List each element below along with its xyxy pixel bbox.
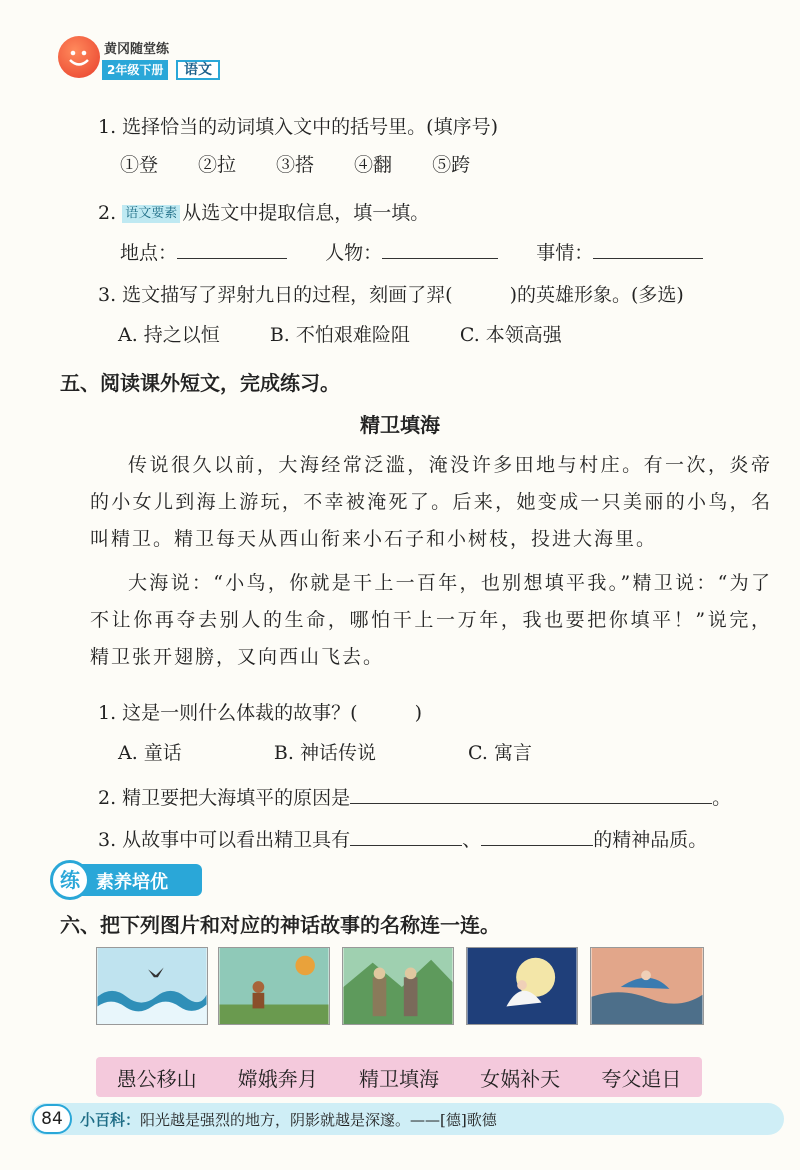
place-blank[interactable]: [177, 241, 287, 259]
q5-1-text: 1. 这是一则什么体裁的故事？( ): [98, 702, 422, 724]
story-name[interactable]: 夸父追日: [601, 1066, 682, 1091]
story-name[interactable]: 愚公移山: [116, 1066, 197, 1091]
man-chasing-sun-image[interactable]: [218, 947, 330, 1025]
option: B. 不怕艰难险阻: [269, 324, 410, 346]
story-paragraph-1: 传说很久以前，大海经常泛滥，淹没许多田地与村庄。有一次，炎帝的小女儿到海上游玩，不幸被淹死了。后来，她变成一只美丽的小鸟，名叫精卫。精卫每天从西山衔来小石子和小树枝，投进大海里。: [90, 454, 772, 550]
subject-label: 语文: [176, 60, 220, 80]
smiley-icon: [58, 36, 100, 78]
q4-2-text: 2. 语文要素 从选文中提取信息，填一填。: [98, 202, 430, 224]
q5-1-options: [118, 742, 532, 765]
q4-3-options: [118, 324, 562, 347]
story-title: 精卫填海: [360, 413, 440, 437]
q4-3-text: 3. 选文描写了羿射九日的过程，刻画了羿( )的英雄形象。(多选): [98, 284, 684, 306]
reason-blank[interactable]: [350, 786, 712, 804]
quality-blank-1[interactable]: [350, 828, 462, 846]
option: A. 持之以恒: [118, 324, 220, 346]
brand-name: 黄冈随堂练: [104, 42, 170, 57]
option: ⑤跨: [432, 154, 471, 176]
practice-icon: 练: [50, 860, 90, 900]
language-element-tag: 语文要素: [122, 205, 180, 223]
badge-label: 素养培优: [96, 872, 168, 893]
story-name[interactable]: 女娲补天: [480, 1066, 561, 1091]
encyclopedia-tip: 小百科：阳光越是强烈的地方，阴影就越是深邃。——[德]歌德: [80, 1111, 497, 1129]
q4-1-text: 1. 选择恰当的动词填入文中的括号里。(填序号): [98, 116, 498, 138]
option: C. 本领高强: [459, 324, 562, 346]
story-paragraph-2: 大海说：“小鸟，你就是干上一百年，也别想填平我。”精卫说：“为了不让你再夺去别人的生命，哪怕干上一万年，我也要把你填平！”说完，精卫张开翅膀，又向西山飞去。: [90, 572, 772, 668]
option: ③搭: [276, 154, 315, 176]
event-blank[interactable]: [593, 241, 703, 259]
story-name[interactable]: 精卫填海: [358, 1066, 439, 1091]
goddess-moon-image[interactable]: [466, 947, 578, 1025]
q4-1-options: [120, 154, 470, 177]
q5-2-text: 2. 精卫要把大海填平的原因是 。: [98, 787, 732, 809]
story-names-bar: [96, 1057, 702, 1097]
grade-label: 2年级下册: [102, 60, 168, 80]
option: ②拉: [198, 154, 237, 176]
goddess-sky-image[interactable]: [590, 947, 704, 1025]
option: ④翻: [354, 154, 393, 176]
quality-blank-2[interactable]: [481, 828, 593, 846]
option: B. 神话传说: [273, 742, 376, 764]
option: A. 童话: [118, 742, 182, 764]
old-men-mountain-image[interactable]: [342, 947, 454, 1025]
q5-3-text: 3. 从故事中可以看出精卫具有 、 的精神品质。: [98, 829, 708, 851]
bird-over-sea-image[interactable]: [96, 947, 208, 1025]
page-number: 84: [32, 1104, 72, 1134]
story-name[interactable]: 嫦娥奔月: [237, 1066, 318, 1091]
section-5-heading: 五、阅读课外短文，完成练习。: [60, 371, 340, 395]
option: C. 寓言: [468, 742, 532, 764]
person-blank[interactable]: [382, 241, 498, 259]
q4-2-fields: 地点： 人物： 事情：: [120, 241, 703, 265]
option: ①登: [120, 154, 159, 176]
section-6-heading: 六、把下列图片和对应的神话故事的名称连一连。: [60, 913, 500, 937]
